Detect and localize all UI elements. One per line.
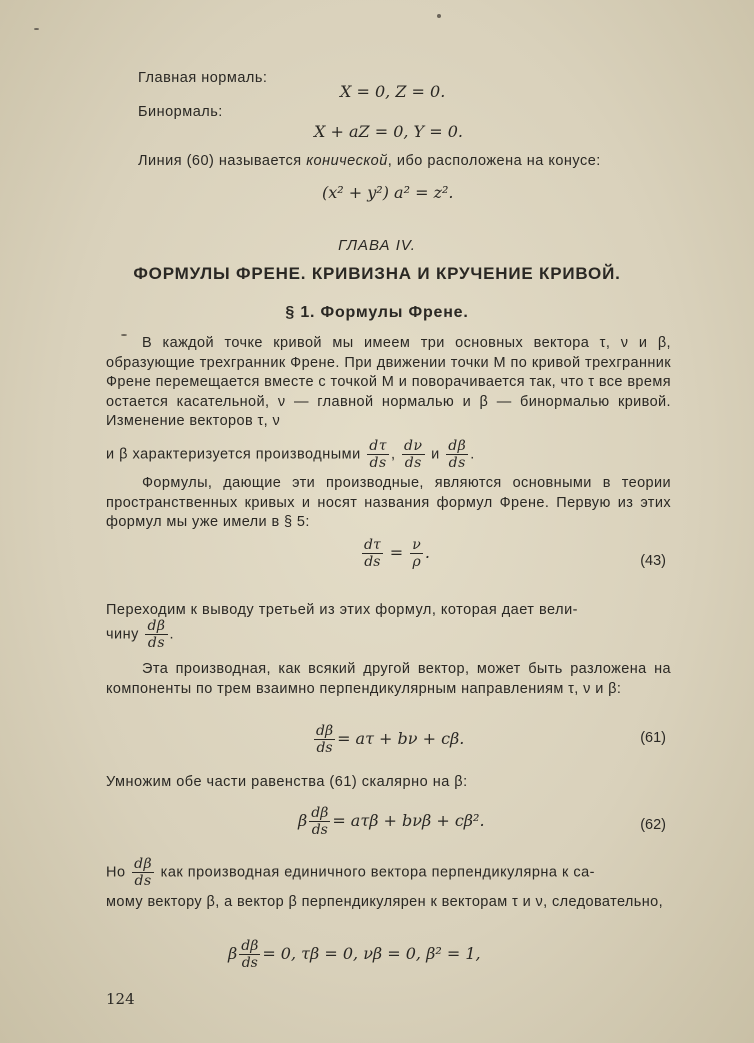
page-number: 124 (106, 990, 135, 1008)
fraction-dbeta-ds (145, 618, 167, 651)
equation-62 (298, 805, 485, 838)
frac-num: dτ (369, 438, 387, 454)
main-normal-label: Главная нормаль: (138, 70, 268, 86)
fraction-dtau-ds (362, 537, 383, 570)
cone-equation: (x² + y²) a² = z². (322, 183, 454, 202)
frac-num: dν (404, 438, 423, 454)
paragraph-scalar-multiply: Умножим обе части равенства (61) скалярно на β: (106, 774, 468, 790)
fraction-dbeta-ds (446, 438, 468, 471)
frac-num: dβ (316, 723, 334, 739)
frac-num: dβ (241, 938, 259, 954)
frac-den: ds (369, 455, 387, 471)
equation-61-rhs: = aτ + bν + cβ. (337, 729, 465, 748)
main-normal-equation: X = 0, Z = 0. (340, 82, 446, 101)
but-word: Но (106, 864, 126, 881)
chapter-label: ГЛАВА IV. (338, 237, 416, 254)
fraction-nu-rho (410, 537, 423, 570)
paragraph-decomposition: Эта производная, как всякий другой вектор, может быть разложена на компоненты по трем взаимно перпендикулярным направлениям τ, ν и β: (106, 661, 671, 697)
beta-factor: β (228, 944, 238, 963)
fraction-dbeta-ds (314, 723, 335, 756)
equation-61 (312, 723, 464, 756)
frac-den: ds (364, 554, 381, 570)
fraction-dtau-ds (367, 438, 389, 471)
derivatives-text: и β характеризуется производными (106, 446, 361, 463)
fraction-dnu-ds (402, 438, 424, 471)
final-equation-rhs: = 0, τβ = 0, νβ = 0, β² = 1, (262, 944, 481, 963)
equation-number-43: (43) (640, 553, 666, 569)
dust-speck (34, 28, 39, 30)
paragraph-third-formula: Переходим к выводу третьей из этих формул, которая дает вели- (106, 602, 578, 618)
equation-43: $\frac{d\tau}{ds}$ = $\frac{\nu}{\rho}$ . (364, 537, 430, 570)
binormal-equation: X + aZ = 0, Y = 0. (314, 122, 463, 141)
final-equation (228, 938, 481, 971)
fraction-dbeta-ds (309, 805, 330, 838)
frac-den: ds (134, 873, 152, 889)
frac-den: ds (147, 635, 166, 651)
and-word: и (431, 446, 440, 463)
frac-den: ds (404, 455, 422, 471)
frac-num: dβ (147, 618, 166, 634)
frac-den: ds (311, 822, 328, 838)
frac-num: dτ (364, 537, 381, 553)
frac-den: ρ (412, 554, 421, 570)
fraction-dbeta-ds (239, 938, 260, 971)
magnitude-word: чину (106, 626, 139, 643)
binormal-label: Бинормаль: (138, 104, 223, 120)
frac-num: dβ (448, 438, 467, 454)
paragraph-frenet-intro: В каждой точке кривой мы имеем три основных вектора τ, ν и β, образующие трехгранник Френе. При движении точки M по кривой трехгранник Френе перемещается вместе с точкой M и поворачивается так, что τ все время остается касательной, ν — главной нормалью и β — бинормалью кривой. Изменение векторов τ, ν (106, 335, 671, 429)
paragraph-frenet-formulas: Формулы, дающие эти производные, являются основными в теории пространственных кривых и носят названия формул Френе. Первую из этих формул мы уже имели в § 5: (106, 475, 671, 530)
frac-num: ν (412, 537, 421, 553)
conic-text-start: Линия (60) называется (138, 153, 307, 169)
conic-text-end: , ибо расположена на конусе: (387, 153, 601, 169)
frac-den: ds (241, 955, 258, 971)
dust-speck (437, 14, 441, 18)
equation-number-61: (61) (640, 730, 666, 746)
frac-num: dβ (311, 805, 329, 821)
magnitude-line: чину $\frac{d\beta}{ds}$ . (106, 618, 175, 651)
unit-vector-text: как производная единичного вектора перпендикулярна к са- (160, 864, 596, 881)
conic-line-text (138, 153, 601, 169)
beta-factor: β (298, 811, 308, 830)
frac-den: ds (448, 455, 466, 471)
fraction-dbeta-ds (132, 856, 154, 889)
chapter-title: ФОРМУЛЫ ФРЕНЕ. КРИВИЗНА И КРУЧЕНИЕ КРИВОЙ. (133, 264, 621, 283)
conic-term: конической (306, 153, 388, 169)
equation-number-62: (62) (640, 817, 666, 833)
frac-num: dβ (134, 856, 153, 872)
equation-62-rhs: = aτβ + bνβ + cβ². (332, 811, 485, 830)
paragraph-unit-vector-line1 (106, 856, 595, 889)
paragraph-unit-vector-line2: мому вектору β, а вектор β перпендикулярен к векторам τ и ν, следовательно, (106, 894, 664, 910)
frac-den: ds (316, 740, 333, 756)
section-title: § 1. Формулы Френе. (285, 304, 469, 321)
derivatives-line: и β характеризуется производными $\frac{d\tau}{ds}$ , $\frac{d\nu}{ds}$ и $\frac{d\beta}{ds}$ . (106, 438, 475, 471)
